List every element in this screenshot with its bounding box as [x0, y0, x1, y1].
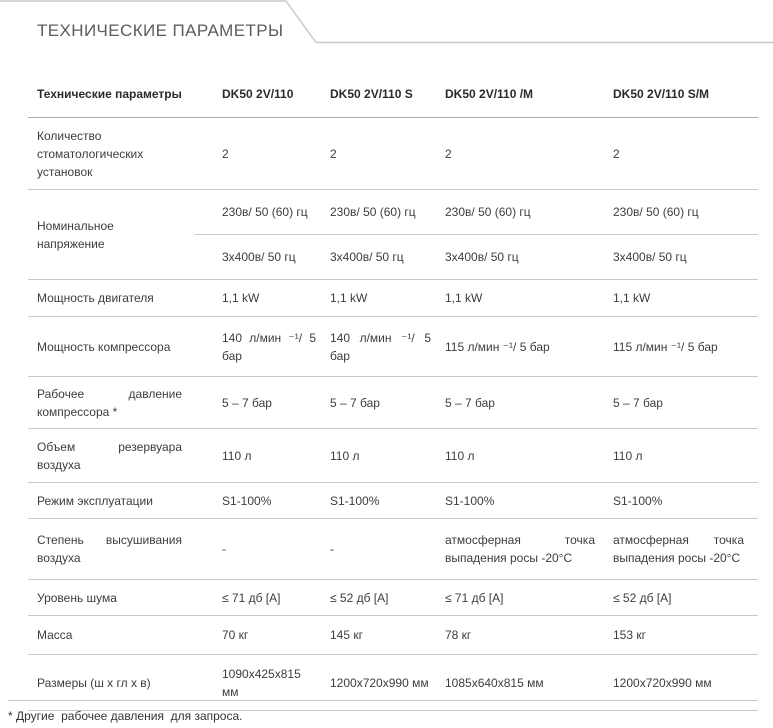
- table-row-working-pressure: [28, 377, 758, 429]
- row-value: 3х400в/ 50 гц: [222, 250, 296, 264]
- table-row-air-drying: [28, 519, 758, 580]
- row-value: 1090х425х815 мм: [222, 666, 301, 699]
- row-value: атмосферная точка выпадения росы -20°С: [613, 533, 744, 565]
- row-label: Рабочее давление компрессора *: [37, 386, 182, 419]
- row-value: 3х400в/ 50 гц: [330, 250, 404, 264]
- header-model-2: DK50 2V/110 S: [330, 86, 413, 101]
- row-label: Объем резервуара воздуха: [37, 439, 182, 472]
- table-row-duty-cycle: [28, 483, 758, 519]
- row-label: Количество стоматологических установок: [37, 128, 144, 179]
- row-value: S1-100%: [330, 493, 380, 508]
- row-value: 140 л/мин ⁻¹/ 5 бар: [222, 330, 316, 363]
- row-label: Номинальное напряжение: [37, 218, 114, 251]
- row-value: 140 л/мин ⁻¹/ 5 бар: [330, 330, 431, 363]
- row-value: 3х400в/ 50 гц: [613, 250, 687, 264]
- table-row-noise-level: [28, 580, 758, 616]
- row-value: -: [330, 542, 334, 556]
- table-row-nominal-voltage: [28, 190, 758, 280]
- row-value: 110 л: [613, 448, 643, 463]
- row-label: Мощность компрессора: [37, 339, 171, 354]
- row-value: 2: [330, 146, 337, 161]
- row-value: 70 кг: [222, 628, 249, 642]
- row-value: 1200х720х990 мм: [330, 675, 429, 690]
- row-value: 230в/ 50 (60) гц: [613, 205, 699, 219]
- row-value: S1-100%: [613, 493, 663, 508]
- header-model-4: DK50 2V/110 S/M: [613, 86, 710, 101]
- row-value: 1,1 kW: [222, 291, 260, 305]
- row-value: 1,1 kW: [445, 291, 483, 305]
- footnote: * Другие рабочее давления для запроса.: [8, 700, 758, 723]
- row-value: 2: [445, 146, 452, 161]
- table-row-motor-power: [28, 280, 758, 317]
- table-header-row: [28, 70, 758, 118]
- row-value: S1-100%: [445, 493, 495, 508]
- row-value: 1,1 kW: [613, 291, 651, 305]
- row-value: 230в/ 50 (60) гц: [330, 205, 416, 219]
- table-row-weight: [28, 616, 758, 655]
- table-row-tank-volume: [28, 429, 758, 483]
- page-title: ТЕХНИЧЕСКИЕ ПАРАМЕТРЫ: [37, 21, 284, 40]
- voltage-subrow-1: [222, 190, 758, 234]
- row-value: 78 кг: [445, 628, 472, 642]
- row-value: 1085х640х815 мм: [445, 675, 544, 690]
- header-model-3: DK50 2V/110 /M: [445, 86, 534, 101]
- row-value: 115 л/мин ⁻¹/ 5 бар: [613, 339, 718, 354]
- row-label: Размеры (ш х гл х в): [37, 675, 151, 690]
- row-value: 153 кг: [613, 628, 646, 642]
- row-label: Мощность двигателя: [37, 291, 154, 305]
- row-value: 230в/ 50 (60) гц: [222, 205, 308, 219]
- table-row-units-count: [28, 118, 758, 190]
- row-value: S1-100%: [222, 493, 272, 508]
- header-label: Технические параметры: [37, 86, 182, 101]
- row-label: Режим эксплуатации: [37, 493, 153, 508]
- row-value: 1200х720х990 мм: [613, 675, 712, 690]
- row-value: ≤ 52 дб [А]: [613, 590, 672, 605]
- voltage-values: [222, 190, 758, 279]
- row-label: Степень высушивания воздуха: [37, 533, 182, 565]
- row-value: 3х400в/ 50 гц: [445, 250, 519, 264]
- row-value: 2: [613, 146, 620, 161]
- voltage-subrow-2: [222, 235, 758, 279]
- row-value: ≤ 52 дб [А]: [330, 590, 389, 605]
- row-value: ≤ 71 дб [А]: [445, 590, 504, 605]
- row-value: 115 л/мин ⁻¹/ 5 бар: [445, 339, 550, 354]
- row-value: 5 – 7 бар: [613, 395, 663, 410]
- row-value: -: [222, 542, 226, 556]
- row-value: 110 л: [222, 448, 252, 463]
- header-model-1: DK50 2V/110: [222, 86, 294, 101]
- row-value: 5 – 7 бар: [330, 395, 380, 410]
- row-value: 2: [222, 146, 229, 161]
- row-value: 1,1 kW: [330, 291, 368, 305]
- row-label: Масса: [37, 628, 73, 642]
- parameters-table: [28, 70, 758, 711]
- row-value: 5 – 7 бар: [445, 395, 495, 410]
- row-label: Уровень шума: [37, 590, 117, 605]
- row-value: 5 – 7 бар: [222, 395, 272, 410]
- table-row-compressor-power: [28, 317, 758, 377]
- row-value: 230в/ 50 (60) гц: [445, 205, 531, 219]
- row-value: 110 л: [330, 448, 360, 463]
- row-value: ≤ 71 дб [А]: [222, 590, 281, 605]
- row-value: 145 кг: [330, 628, 363, 642]
- row-value: 110 л: [445, 448, 475, 463]
- row-value: атмосферная точка выпадения росы -20°С: [445, 533, 595, 565]
